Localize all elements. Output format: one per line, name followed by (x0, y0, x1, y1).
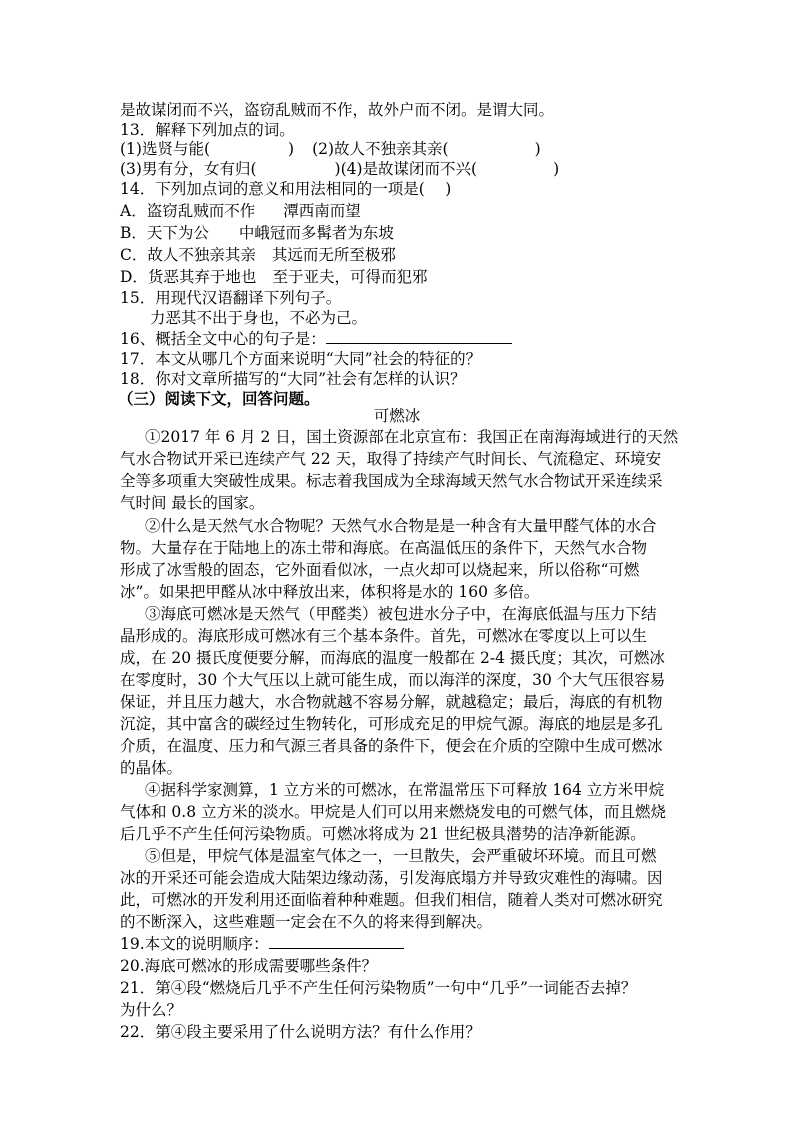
p2-line-1: ②什么是天然气水合物呢？天然气水合物是是一种含有大量甲醛气体的水合 (145, 517, 657, 535)
p3-line-7: 介质，在温度、压力和气源三者具备的条件下，便会在介质的空隙中生成可燃冰 (120, 737, 663, 755)
question-18: 18．你对文章所描写的“大同”社会有怎样的认识？ (120, 370, 466, 388)
q14-option-d: D．货恶其弃于地也 至于亚夫，可得而犯邪 (120, 268, 428, 286)
q19-answer-blank (269, 934, 404, 949)
p1-line-1: ①2017 年 6 月 2 日，国土资源部在北京宣布：我国正在南海海域进行的天然 (145, 428, 679, 446)
q14-option-c: C．故人不独亲其亲 其远而无所至极邪 (120, 246, 396, 264)
question-15: 15．用现代汉语翻译下列句子。 (120, 289, 342, 307)
question-22: 22．第④段主要采用了什么说明方法？有什么作用？ (120, 1023, 481, 1041)
p4-line-1: ④据科学家测算，1 立方米的可燃冰，在常温常压下可释放 164 立方米甲烷 (145, 781, 665, 799)
p3-line-5: 保证，并且压力越大，水合物就越不容易分解，就越稳定；最后，海底的有机物 (120, 693, 663, 711)
article-title: 可燃冰 (373, 407, 421, 425)
q16-answer-blank (326, 329, 512, 344)
question-13: 13．解释下列加点的词。 (120, 121, 295, 139)
q14-option-a: A．盗窃乱贼而不作 潭西南而望 (120, 202, 361, 220)
question-16: 16、概括全文中心的句子是： (120, 329, 512, 349)
q13-item-1-close: ) (288, 140, 295, 158)
p3-line-2: 晶形成的。海底形成可燃冰有三个基本条件。首先，可燃冰在零度以上可以生 (120, 627, 648, 645)
p1-line-3: 全等多项重大突破性成果。标志着我国成为全球海域天然气水合物试开采连续采 (120, 472, 663, 490)
p2-line-2: 物。大量存在于陆地上的冻土带和海底。在高温低压的条件下，天然气水合物 (120, 539, 648, 557)
q13-item-2: (2)故人不独亲其亲( (312, 140, 449, 158)
p3-line-3: 成，在 20 摄氏度便要分解，而海底的温度一般都在 2-4 摄氏度；其次，可燃冰 (120, 649, 665, 667)
q13-item-4: )(4)是故谋闭而不兴( (334, 160, 478, 178)
p2-line-3: 形成了冰雪般的固态，它外面看似冰，一点火却可以烧起来，所以俗称“可燃 (120, 561, 640, 579)
p3-line-4: 在零度时，30 个大气压以上就可能生成，而以海洋的深度，30 个大气压很容易 (120, 671, 666, 689)
question-21-line-2: 为什么？ (120, 1001, 183, 1019)
q13-line-2 (120, 159, 559, 179)
p3-line-1: ③海底可燃冰是天然气（甲醛类）被包进水分子中，在海底低温与压力下结 (145, 605, 657, 623)
p1-line-2: 气水合物试开采已连续产气 22 天，取得了持续产气时间长、气流稳定、环境安 (120, 450, 662, 468)
p5-line-3: 此，可燃冰的开发利用还面临着种种难题。但我们相信，随着人类对可燃冰研究 (120, 891, 663, 909)
passage-tail: 是故谋闭而不兴，盗窃乱贼而不作，故外户而不闭。是谓大同。 (120, 101, 555, 119)
q13-item-2-close: ) (534, 140, 541, 158)
q15-sentence: 力恶其不出于身也，不必为己。 (150, 309, 368, 327)
p5-line-4: 的不断深入，这些难题一定会在不久的将来得到解决。 (120, 913, 493, 931)
q13-item-1: (1)选贤与能( (120, 140, 211, 158)
p4-line-2: 气体和 0.8 立方米的淡水。甲烷是人们可以用来燃烧发电的可燃气体，而且燃烧 (120, 803, 667, 821)
p4-line-3: 后几乎不产生任何污染物质。可燃冰将成为 21 世纪极具潜势的洁净新能源。 (120, 825, 646, 843)
question-19: 19.本文的说明顺序： (120, 934, 404, 954)
q14-option-b: B．天下为公 中峨冠而多髯者为东坡 (120, 224, 394, 242)
q13-line-1 (120, 139, 541, 159)
p2-line-4: 冰”。如果把甲醛从冰中释放出来，体积将是水的 160 多倍。 (120, 583, 540, 601)
p3-line-8: 的晶体。 (120, 759, 183, 777)
question-14: 14．下列加点词的意义和用法相同的一项是( ) (120, 180, 452, 198)
question-20: 20.海底可燃冰的形成需要哪些条件？ (120, 957, 378, 975)
p5-line-2: 冰的开采还可能会造成大陆架边缘动荡，引发海底塌方并导致灾难性的海啸。因 (120, 869, 663, 887)
p1-line-4: 气时间 最长的国家。 (120, 494, 265, 512)
q13-item-4-close: ) (553, 160, 560, 178)
question-21-line-1: 21．第④段“燃烧后几乎不产生任何污染物质”一句中“几乎”一词能否去掉？ (120, 979, 637, 997)
question-17: 17．本文从哪几个方面来说明“大同”社会的特征的？ (120, 350, 482, 368)
section-heading: （三）阅读下文，回答问题。 (118, 389, 320, 408)
q13-item-3: (3)男有分，女有归( (120, 160, 257, 178)
p5-line-1: ⑤但是，甲烷气体是温室气体之一，一旦散失，会严重破坏环境。而且可燃 (145, 847, 657, 865)
p3-line-6: 沉淀，其中富含的碳经过生物转化，可形成充足的甲烷气源。海底的地层是多孔 (120, 715, 663, 733)
